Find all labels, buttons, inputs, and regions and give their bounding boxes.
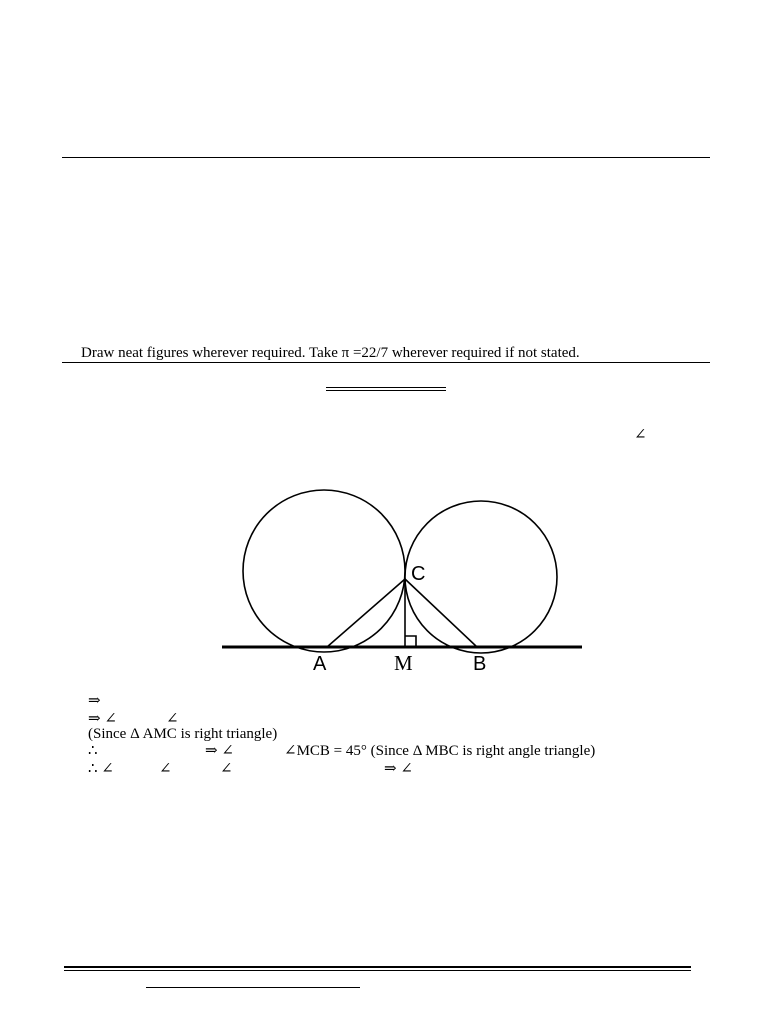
instructions-text: Draw neat figures wherever required. Take π =22/7 wherever required if not stated.: [81, 345, 580, 361]
footer-short-rule: [146, 987, 360, 988]
label-b: B: [473, 653, 487, 675]
solution-line-1-implies: ⇒: [88, 693, 101, 709]
right-angle-mark: [405, 636, 416, 647]
header-rule: [62, 157, 710, 158]
segment-ac: [327, 579, 405, 647]
right-circle: [405, 501, 557, 653]
solution-line-2-prefix: ⇒ ∠: [88, 711, 117, 727]
question-angle-symbol: ∠: [634, 427, 647, 443]
solution-line-5-implies-angle: ⇒ ∠: [384, 761, 413, 777]
solution-line-5-angle-2: ∠: [159, 761, 172, 777]
solution-line-2-angle: ∠: [166, 711, 179, 727]
left-circle: [243, 490, 405, 652]
section-heading-rule-bottom: [326, 390, 446, 391]
footer-rule-top: [64, 966, 691, 968]
footer-rule-bottom: [64, 970, 691, 971]
instructions-rule: [62, 362, 710, 363]
solution-line-5-therefore-angle: ∴ ∠: [88, 761, 114, 777]
section-heading-rule-top: [326, 387, 446, 388]
solution-line-4-implies-angle: ⇒ ∠: [205, 743, 234, 759]
label-a: A: [313, 653, 327, 675]
solution-line-5-angle-3: ∠: [220, 761, 233, 777]
segment-bc: [405, 579, 477, 647]
solution-line-3: (Since Δ AMC is right triangle): [88, 726, 278, 742]
solution-line-4-therefore: ∴: [88, 743, 98, 759]
label-c: C: [411, 563, 426, 585]
solution-line-4-statement: ∠MCB = 45° (Since Δ MBC is right angle triangle): [284, 743, 596, 759]
label-m: M: [394, 651, 413, 675]
